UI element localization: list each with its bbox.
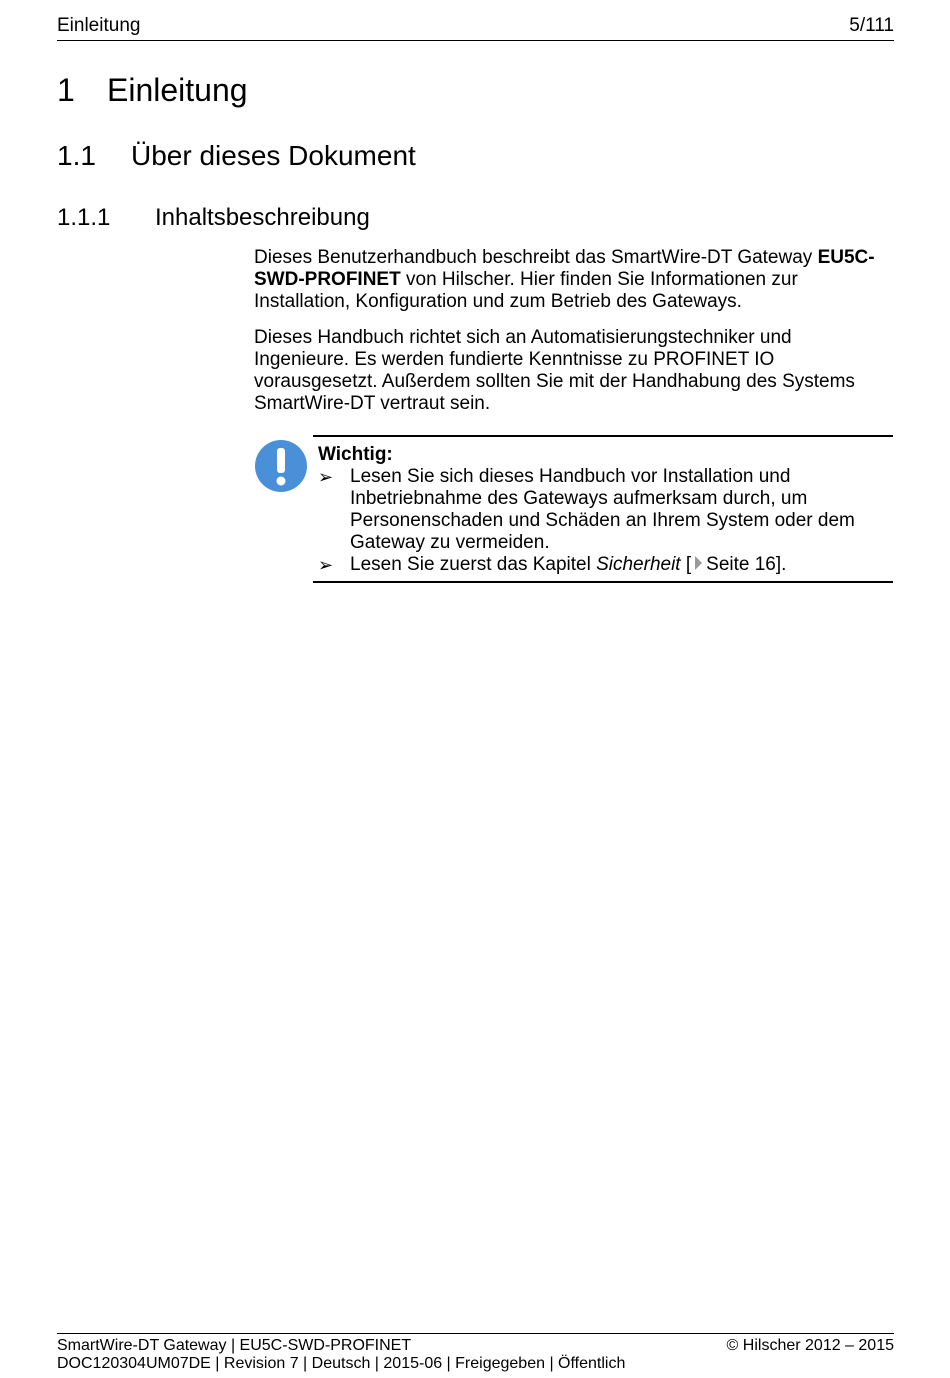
page-footer <box>57 1333 894 1373</box>
paragraph-1-text-before: Dieses Benutzerhandbuch beschreibt das SmartWire-DT Gateway <box>254 247 818 268</box>
footer-document-title: SmartWire-DT Gateway | EU5C-SWD-PROFINET <box>57 1337 412 1354</box>
product-name: EU5C-SWD-PROFINET <box>254 247 875 290</box>
arrow-bullet-icon: ➢ <box>318 467 334 487</box>
heading-1-number: 1 <box>57 72 75 108</box>
heading-3-number: 1.1.1 <box>57 204 111 231</box>
paragraph-content-description <box>254 247 890 313</box>
notice-bullet-list <box>318 466 888 576</box>
chapter-reference: Sicherheit <box>596 554 681 575</box>
important-notice <box>313 435 893 583</box>
paragraph-1-text-after: von Hilscher. Hier finden Sie Informationen zur Installation, Konfiguration und zum Betrieb des Gateways. <box>254 269 798 312</box>
notice-bullet-1-text: Lesen Sie sich dieses Handbuch vor Installation und Inbetriebnahme des Gateways aufmerksam durch, um Personenschaden und Schäden an Ihrem System oder dem Gateway zu vermeiden. <box>350 466 855 553</box>
footer-copyright: © Hilscher 2012 – 2015 <box>726 1337 894 1354</box>
arrow-bullet-icon: ➢ <box>318 555 334 575</box>
footer-document-id: DOC120304UM07DE | Revision 7 | Deutsch | 2015-06 | Freigegeben | Öffentlich <box>57 1355 626 1372</box>
heading-1 <box>57 70 248 110</box>
list-item <box>318 466 888 554</box>
exclamation-icon <box>254 439 308 493</box>
page-reference-link[interactable]: Seite 16 <box>706 554 776 575</box>
heading-3 <box>57 202 370 234</box>
notice-bullet-2-text-before: Lesen Sie zuerst das Kapitel <box>350 554 597 575</box>
heading-2-number: 1.1 <box>57 140 96 171</box>
paragraph-audience: Dieses Handbuch richtet sich an Automatisierungstechniker und Ingenieure. Es werden fundierte Kenntnisse zu PROFINET IO vorausgesetzt. Außerdem sollten Sie mit der Handhabung des Systems SmartWire-DT vertraut sein. <box>254 327 855 414</box>
header-page-number: 5/111 <box>849 15 894 36</box>
heading-3-title: Inhaltsbeschreibung <box>155 204 370 231</box>
notice-title: Wichtig: <box>318 444 393 465</box>
heading-2-title: Über dieses Dokument <box>131 140 416 171</box>
page-header <box>57 14 894 41</box>
header-section-title: Einleitung <box>57 15 141 36</box>
heading-2 <box>57 138 416 174</box>
heading-1-title: Einleitung <box>107 72 248 108</box>
bracket-open: [ <box>680 554 692 575</box>
bracket-close: ]. <box>775 554 787 575</box>
list-item <box>318 554 888 576</box>
cross-reference-arrow-icon <box>695 556 702 570</box>
